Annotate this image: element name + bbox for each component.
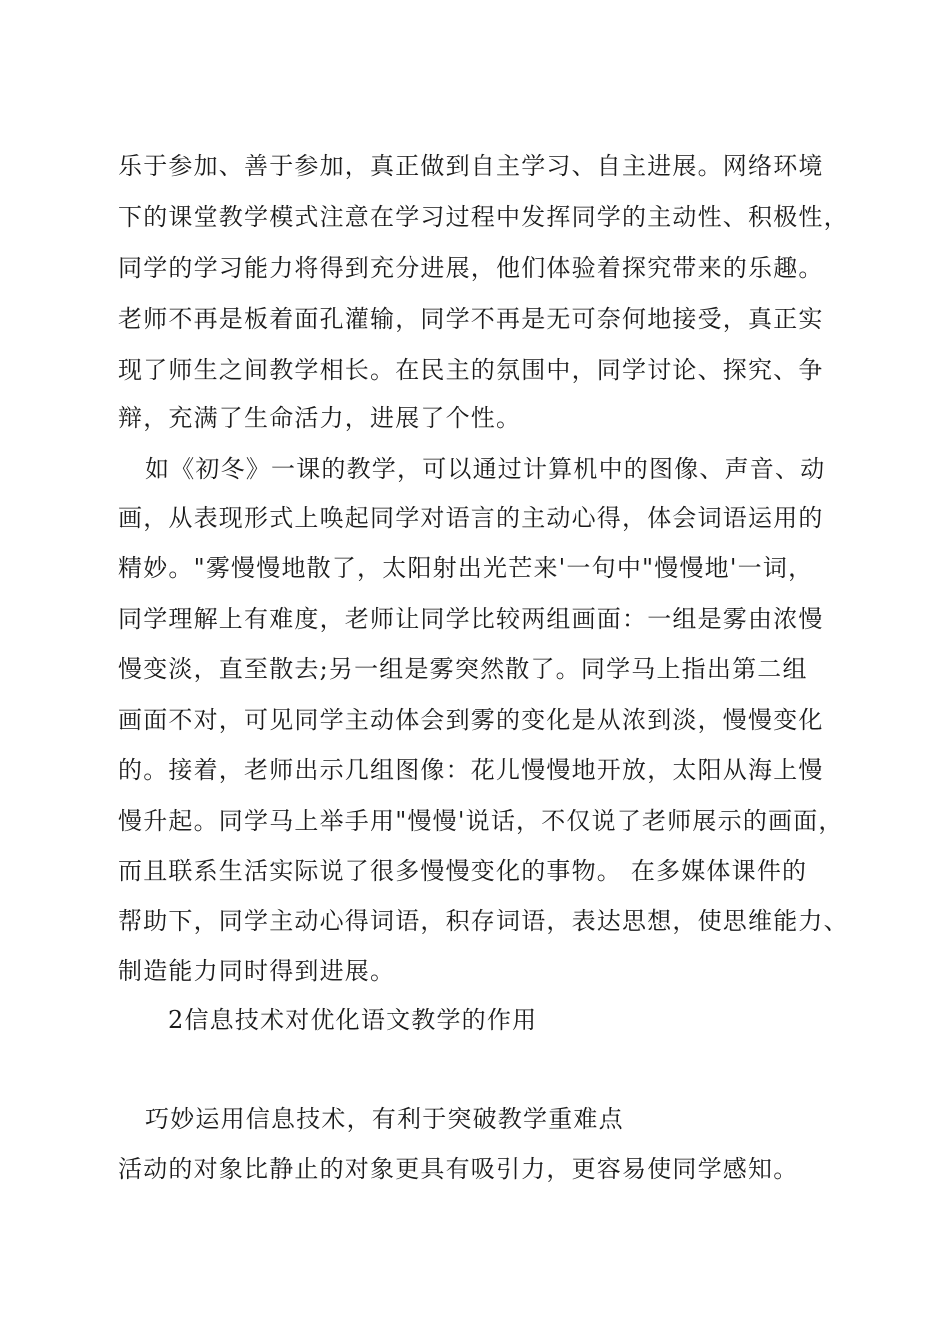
paragraph-line: 辩，充满了生命活力，进展了个性。 xyxy=(118,404,522,432)
paragraph-line: 如《初冬》一课的教学，可以通过计算机中的图像、声音、动 xyxy=(145,455,826,483)
subsection-heading: 巧妙运用信息技术，有利于突破教学重难点 xyxy=(145,1105,624,1133)
paragraph-line: 画，从表现形式上唤起同学对语言的主动心得，体会词语运用的 xyxy=(118,504,824,532)
paragraph-line: 制造能力同时得到进展。 xyxy=(118,957,396,985)
paragraph-line: 慢升起。同学马上举手用"慢慢'说话，不仅说了老师展示的画面， xyxy=(118,807,844,835)
paragraph-line: 活动的对象比静止的对象更具有吸引力，更容易使同学感知。 xyxy=(118,1155,799,1183)
paragraph-line: 画面不对，可见同学主动体会到雾的变化是从浓到淡，慢慢变化 xyxy=(118,706,824,734)
paragraph-line: 慢变淡，直至散去;另一组是雾突然散了。同学马上指出第二组 xyxy=(118,655,808,683)
paragraph-line: 而且联系生活实际说了很多慢慢变化的事物。 在多媒体课件的 xyxy=(118,857,808,885)
paragraph-line: 同学理解上有难度，老师让同学比较两组画面：一组是雾由浓慢 xyxy=(118,605,824,633)
paragraph-line: 乐于参加、善于参加，真正做到自主学习、自主进展。网络环境 xyxy=(118,152,824,180)
paragraph-line: 下的课堂教学模式注意在学习过程中发挥同学的主动性、积极性， xyxy=(118,203,849,231)
paragraph-line: 精妙。"雾慢慢地散了，太阳射出光芒来'一句中"慢慢地'一词， xyxy=(118,554,814,582)
paragraph-line: 的。接着，老师出示几组图像：花儿慢慢地开放，太阳从海上慢 xyxy=(118,756,824,784)
section-heading: 2信息技术对优化语文教学的作用 xyxy=(168,1006,538,1034)
paragraph-line: 同学的学习能力将得到充分进展，他们体验着探究带来的乐趣。 xyxy=(118,254,824,282)
paragraph-line: 老师不再是板着面孔灌输，同学不再是无可奈何地接受，真正实 xyxy=(118,305,824,333)
paragraph-line: 帮助下，同学主动心得词语，积存词语，表达思想，使思维能力、 xyxy=(118,907,849,935)
paragraph-line: 现了师生之间教学相长。在民主的氛围中，同学讨论、探究、争 xyxy=(118,356,824,384)
